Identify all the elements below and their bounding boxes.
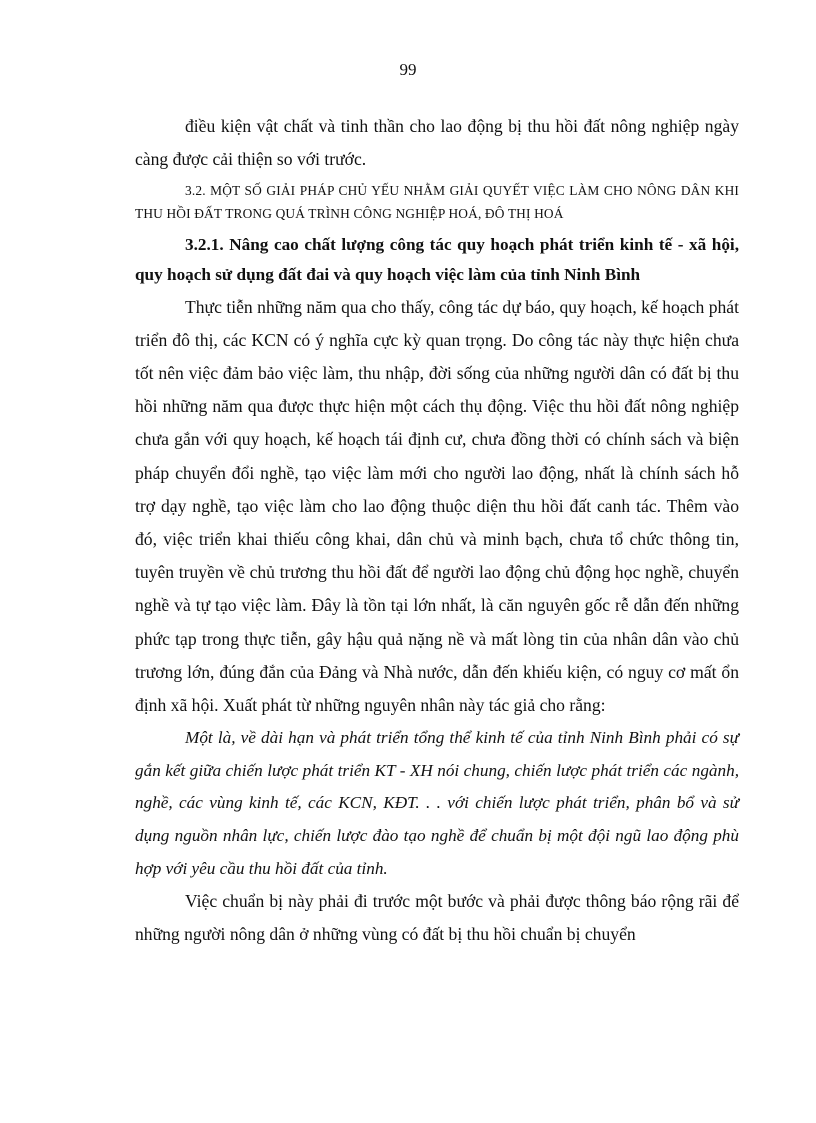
paragraph-italic: Một là, về dài hạn và phát triển tổng thể kinh tế của tỉnh Ninh Bình phải có sự gắn kết giữa chiến lược phát triển KT - XH nói chung, chiến lược phát triển các ngành, nghề, các vùng kinh tế, các KCN, KĐT. . . với chiến lược phát triển, phân bổ và sử dụng nguồn nhân lực, chiến lược đào tạo nghề để chuẩn bị một đội ngũ lao động phù hợp với yêu cầu thu hồi đất của tỉnh. bbox=[135, 728, 739, 878]
page-body bbox=[135, 110, 739, 952]
paragraph-main: Thực tiễn những năm qua cho thấy, công tác dự báo, quy hoạch, kế hoạch phát triển đô thị, các KCN có ý nghĩa cực kỳ quan trọng. Do công tác này thực hiện chưa tốt nên việc đảm bảo việc làm, thu nhập, đời sống của những người dân có đất bị thu hồi những năm qua được thực hiện một cách thụ động. Việc thu hồi đất nông nghiệp chưa gắn với quy hoạch, kế hoạch tái định cư, chưa đồng thời có chính sách và biện pháp chuyển đổi nghề, tạo việc làm mới cho người lao động, nhất là chính sách hỗ trợ dạy nghề, tạo việc làm cho lao động thuộc diện thu hồi đất canh tác. Thêm vào đó, việc triển khai thiếu công khai, dân chủ và minh bạch, chưa tổ chức thông tin, tuyên truyền về chủ trương thu hồi đất để người lao động chủ động học nghề, chuyển nghề và tự tạo việc làm. Đây là tồn tại lớn nhất, là căn nguyên gốc rễ dẫn đến những phức tạp trong thực tiễn, gây hậu quả nặng nề và mất lòng tin của nhân dân vào chủ trương lớn, đúng đắn của Đảng và Nhà nước, dẫn đến khiếu kiện, có nguy cơ mất ổn định xã hội. Xuất phát từ những nguyên nhân này tác giả cho rằng: bbox=[135, 296, 739, 716]
section-heading: 3.2. MỘT SỐ GIẢI PHÁP CHỦ YẾU NHẰM GIẢI QUYẾT VIỆC LÀM CHO NÔNG DÂN KHI THU HỒI ĐẤT TRONG QUÁ TRÌNH CÔNG NGHIỆP HOÁ, ĐÔ THỊ HOÁ bbox=[135, 183, 739, 221]
paragraph-continuation: điều kiện vật chất và tinh thần cho lao động bị thu hồi đất nông nghiệp ngày càng được cải thiện so với trước. bbox=[135, 116, 739, 170]
paragraph-last: Việc chuẩn bị này phải đi trước một bước và phải được thông báo rộng rãi để những người nông dân ở những vùng có đất bị thu hồi chuẩn bị chuyển bbox=[135, 891, 739, 945]
subsection-heading: 3.2.1. Nâng cao chất lượng công tác quy hoạch phát triển kinh tế - xã hội, quy hoạch sử dụng đất đai và quy hoạch việc làm của tỉnh Ninh Bình bbox=[135, 234, 739, 285]
page-number: 99 bbox=[399, 60, 417, 79]
